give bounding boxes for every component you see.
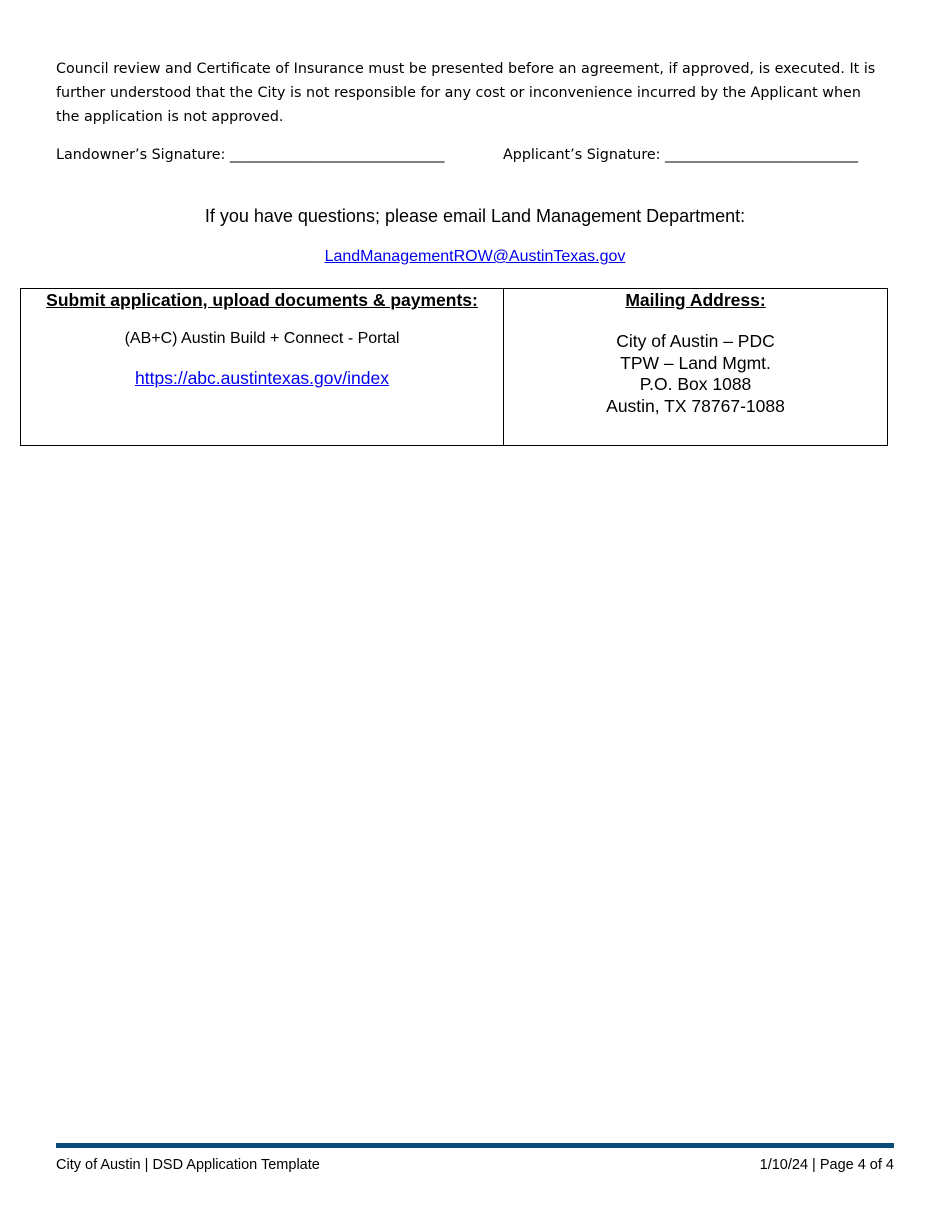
email-container	[0, 247, 950, 267]
mailing-address	[504, 331, 887, 417]
mailing-title: Mailing Address:	[625, 290, 766, 310]
landowner-signature-line: Landowner’s Signature: ______________________________	[56, 147, 445, 163]
footer-title: City of Austin | DSD Application Template	[56, 1157, 320, 1173]
submit-cell	[21, 289, 504, 445]
address-line: TPW – Land Mgmt.	[620, 352, 771, 373]
info-table	[20, 288, 888, 446]
mailing-cell	[504, 289, 887, 445]
submit-title: Submit application, upload documents & payments:	[46, 290, 478, 310]
footer-rule	[56, 1143, 894, 1148]
portal-link-container	[21, 367, 503, 389]
address-line: P.O. Box 1088	[639, 374, 752, 394]
portal-name: (AB+C) Austin Build + Connect - Portal	[124, 330, 400, 347]
portal-link[interactable]: https://abc.austintexas.gov/index	[135, 368, 389, 388]
terms-paragraph: Council review and Certificate of Insurance must be presented before an agreement, if approved, is executed. It is further understood that the City is not responsible for any cost or inconvenience incurred by the Applicant when the application is not approved.	[56, 61, 876, 125]
questions-text: If you have questions; please email Land Management Department:	[204, 206, 746, 226]
address-line: City of Austin – PDC	[616, 331, 775, 351]
footer-page-info: 1/10/24 | Page 4 of 4	[759, 1157, 894, 1173]
address-line: Austin, TX 78767-1088	[606, 395, 785, 416]
email-link[interactable]: LandManagementROW@AustinTexas.gov	[324, 248, 626, 265]
applicant-signature-line: Applicant’s Signature: ___________________________	[503, 147, 859, 163]
